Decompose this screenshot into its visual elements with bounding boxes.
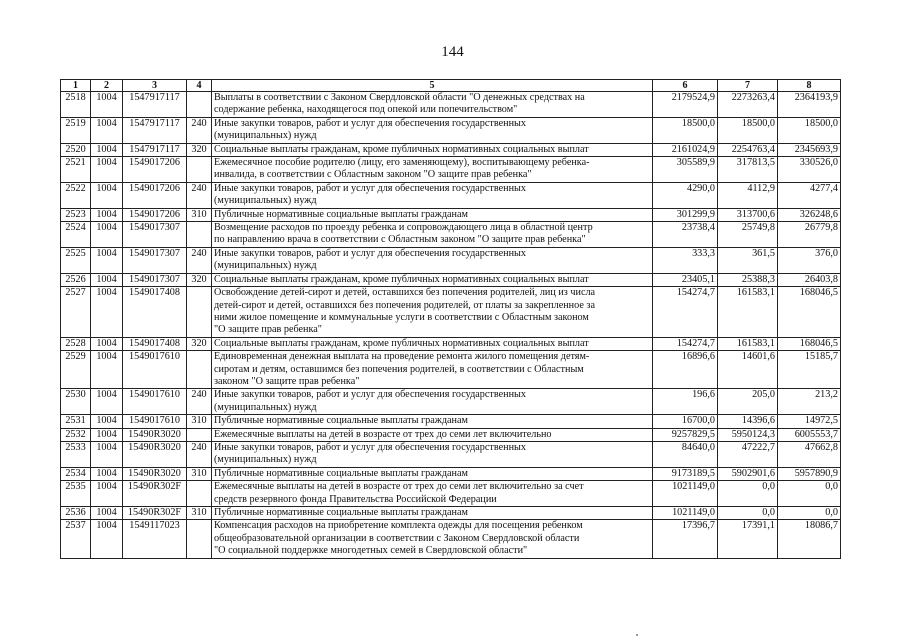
description-cell [212, 351, 653, 389]
amount-col6-cell: 154274,7 [653, 287, 718, 338]
table-row [61, 273, 841, 286]
table-row [61, 481, 841, 507]
row-number-cell: 2537 [61, 520, 91, 558]
column-header: 8 [778, 80, 841, 92]
row-number-cell: 2519 [61, 117, 91, 143]
amount-col7-cell: 47222,7 [718, 441, 778, 467]
section-code-cell: 1004 [91, 389, 123, 415]
amount-col6-cell: 301299,9 [653, 208, 718, 221]
amount-col6-cell: 9173189,5 [653, 467, 718, 480]
description-line: (муниципальных) нужд [214, 260, 317, 272]
amount-col8-cell: 18500,0 [778, 117, 841, 143]
target-code-cell: 1549017610 [123, 351, 187, 389]
target-code-cell: 1547917117 [123, 117, 187, 143]
description-line: Иные закупки товаров, работ и услуг для обеспечения государственных [214, 441, 526, 453]
description-cell [212, 182, 653, 208]
description-cell [212, 428, 653, 441]
expense-type-cell [187, 222, 212, 248]
section-code-cell: 1004 [91, 208, 123, 221]
amount-col7-cell: 4112,9 [718, 182, 778, 208]
row-number-cell: 2520 [61, 143, 91, 156]
table-row [61, 389, 841, 415]
target-code-cell: 15490R3020 [123, 441, 187, 467]
table-row [61, 441, 841, 467]
description-line: Социальные выплаты гражданам, кроме публичных нормативных социальных выплат [214, 273, 589, 285]
expense-type-cell [187, 481, 212, 507]
amount-col6-cell: 23738,4 [653, 222, 718, 248]
description-line: Публичные нормативные социальные выплаты гражданам [214, 415, 468, 427]
table-row [61, 117, 841, 143]
amount-col6-cell: 16896,6 [653, 351, 718, 389]
description-line: Освобождение детей-сирот и детей, оставшихся без попечения родителей, лиц из числа [214, 287, 596, 299]
section-code-cell: 1004 [91, 182, 123, 208]
expense-type-cell: 240 [187, 441, 212, 467]
amount-col7-cell: 5902901,6 [718, 467, 778, 480]
amount-col8-cell: 14972,5 [778, 415, 841, 428]
expense-type-cell: 310 [187, 415, 212, 428]
target-code-cell: 1549017206 [123, 208, 187, 221]
amount-col7-cell: 0,0 [718, 481, 778, 507]
target-code-cell: 1549117023 [123, 520, 187, 558]
description-cell [212, 441, 653, 467]
row-number-cell: 2535 [61, 481, 91, 507]
table-row [61, 92, 841, 118]
description-line: Ежемесячные выплаты на детей в возрасте от трех до семи лет включительно [214, 428, 552, 440]
table-row [61, 351, 841, 389]
amount-col6-cell: 18500,0 [653, 117, 718, 143]
description-cell [212, 481, 653, 507]
description-line: Компенсация расходов на приобретение комплекта одежды для посещения ребенком [214, 520, 583, 532]
amount-col6-cell: 333,3 [653, 247, 718, 273]
row-number-cell: 2525 [61, 247, 91, 273]
expense-type-cell: 240 [187, 117, 212, 143]
row-number-cell: 2531 [61, 415, 91, 428]
description-line: инвалида, в соответствии с Областным законом "О защите прав ребенка" [214, 169, 532, 181]
amount-col8-cell: 2364193,9 [778, 92, 841, 118]
column-header: 2 [91, 80, 123, 92]
description-line: сиротам и детям, оставшимся без попечения родителей, в соответствии с Областным [214, 363, 584, 375]
amount-col8-cell: 26403,8 [778, 273, 841, 286]
section-code-cell: 1004 [91, 415, 123, 428]
description-cell [212, 117, 653, 143]
amount-col6-cell: 4290,0 [653, 182, 718, 208]
expense-type-cell [187, 157, 212, 183]
amount-col7-cell: 18500,0 [718, 117, 778, 143]
target-code-cell: 1547917117 [123, 143, 187, 156]
expense-type-cell: 320 [187, 337, 212, 350]
description-line: Возмещение расходов по проезду ребенка и сопровождающего лица в областной центр [214, 222, 593, 234]
amount-col7-cell: 5950124,3 [718, 428, 778, 441]
description-cell [212, 208, 653, 221]
amount-col6-cell: 196,6 [653, 389, 718, 415]
row-number-cell: 2530 [61, 389, 91, 415]
description-cell [212, 273, 653, 286]
amount-col8-cell: 26779,8 [778, 222, 841, 248]
amount-col7-cell: 161583,1 [718, 337, 778, 350]
target-code-cell: 1547917117 [123, 92, 187, 118]
description-line: ними жилое помещение и коммунальные услуги в соответствии с Областным законом [214, 311, 589, 323]
row-number-cell: 2534 [61, 467, 91, 480]
target-code-cell: 15490R3020 [123, 467, 187, 480]
amount-col6-cell: 1021149,0 [653, 507, 718, 520]
amount-col6-cell: 16700,0 [653, 415, 718, 428]
amount-col8-cell: 6005553,7 [778, 428, 841, 441]
description-line: Публичные нормативные социальные выплаты гражданам [214, 467, 468, 479]
amount-col8-cell: 168046,5 [778, 287, 841, 338]
description-line: средств резервного фонда Правительства Российской Федерации [214, 493, 497, 505]
amount-col7-cell: 205,0 [718, 389, 778, 415]
description-cell [212, 157, 653, 183]
expense-type-cell: 240 [187, 389, 212, 415]
target-code-cell: 15490R3020 [123, 428, 187, 441]
description-line: "О социальной поддержке многодетных семей в Свердловской области" [214, 545, 528, 557]
amount-col7-cell: 161583,1 [718, 287, 778, 338]
target-code-cell: 1549017307 [123, 273, 187, 286]
section-code-cell: 1004 [91, 481, 123, 507]
amount-col6-cell: 9257829,5 [653, 428, 718, 441]
description-line: по направлению врача в соответствии с Областным законом "О защите прав ребенка" [214, 234, 586, 246]
amount-col6-cell: 305589,9 [653, 157, 718, 183]
amount-col7-cell: 25388,3 [718, 273, 778, 286]
row-number-cell: 2532 [61, 428, 91, 441]
description-line: Иные закупки товаров, работ и услуг для обеспечения государственных [214, 182, 526, 194]
amount-col7-cell: 14396,6 [718, 415, 778, 428]
expense-type-cell [187, 92, 212, 118]
section-code-cell: 1004 [91, 351, 123, 389]
amount-col6-cell: 2161024,9 [653, 143, 718, 156]
description-cell [212, 337, 653, 350]
description-cell [212, 389, 653, 415]
amount-col6-cell: 154274,7 [653, 337, 718, 350]
row-number-cell: 2524 [61, 222, 91, 248]
description-line: Публичные нормативные социальные выплаты гражданам [214, 208, 468, 220]
expense-type-cell: 310 [187, 467, 212, 480]
description-line: (муниципальных) нужд [214, 130, 317, 142]
description-cell [212, 507, 653, 520]
amount-col7-cell: 14601,6 [718, 351, 778, 389]
table-row [61, 247, 841, 273]
amount-col8-cell: 15185,7 [778, 351, 841, 389]
description-line: Иные закупки товаров, работ и услуг для обеспечения государственных [214, 117, 526, 129]
expense-type-cell: 240 [187, 247, 212, 273]
amount-col8-cell: 330526,0 [778, 157, 841, 183]
target-code-cell: 1549017610 [123, 389, 187, 415]
table-row [61, 520, 841, 558]
amount-col8-cell: 2345693,9 [778, 143, 841, 156]
description-cell [212, 247, 653, 273]
row-number-cell: 2528 [61, 337, 91, 350]
expense-type-cell: 320 [187, 143, 212, 156]
description-line: законом "О защите прав ребенка" [214, 375, 360, 387]
description-line: общеобразовательной организации в соответствии с Законом Свердловской области [214, 532, 580, 544]
amount-col7-cell: 2254763,4 [718, 143, 778, 156]
description-line: Ежемесячное пособие родителю (лицу, его заменяющему), воспитывающему ребенка- [214, 157, 590, 169]
table-row [61, 337, 841, 350]
amount-col8-cell: 168046,5 [778, 337, 841, 350]
page-number: 144 [441, 44, 464, 60]
expense-type-cell: 240 [187, 182, 212, 208]
amount-col7-cell: 317813,5 [718, 157, 778, 183]
table-row [61, 143, 841, 156]
table-row [61, 182, 841, 208]
table-row [61, 222, 841, 248]
amount-col8-cell: 4277,4 [778, 182, 841, 208]
target-code-cell: 1549017610 [123, 415, 187, 428]
row-number-cell: 2536 [61, 507, 91, 520]
column-header: 1 [61, 80, 91, 92]
target-code-cell: 1549017307 [123, 247, 187, 273]
amount-col7-cell: 313700,6 [718, 208, 778, 221]
table-row [61, 467, 841, 480]
description-line: содержание ребенка, находящегося под опекой или попечительством" [214, 104, 518, 116]
amount-col8-cell: 0,0 [778, 507, 841, 520]
table-row [61, 208, 841, 221]
description-line: (муниципальных) нужд [214, 454, 317, 466]
description-line: Иные закупки товаров, работ и услуг для обеспечения государственных [214, 247, 526, 259]
target-code-cell: 1549017206 [123, 157, 187, 183]
target-code-cell: 1549017408 [123, 287, 187, 338]
section-code-cell: 1004 [91, 337, 123, 350]
section-code-cell: 1004 [91, 520, 123, 558]
description-line: Ежемесячные выплаты на детей в возрасте от трех до семи лет включительно за счет [214, 481, 584, 493]
description-line: Социальные выплаты гражданам, кроме публичных нормативных социальных выплат [214, 337, 589, 349]
description-cell [212, 222, 653, 248]
amount-col8-cell: 213,2 [778, 389, 841, 415]
column-header: 7 [718, 80, 778, 92]
amount-col6-cell: 1021149,0 [653, 481, 718, 507]
section-code-cell: 1004 [91, 222, 123, 248]
amount-col7-cell: 17391,1 [718, 520, 778, 558]
expense-type-cell: 310 [187, 507, 212, 520]
description-cell [212, 520, 653, 558]
description-line: детей-сирот и детей, оставшихся без попечения родителей, от платы за закрепленное за [214, 299, 595, 311]
row-number-cell: 2533 [61, 441, 91, 467]
section-code-cell: 1004 [91, 143, 123, 156]
row-number-cell: 2522 [61, 182, 91, 208]
section-code-cell: 1004 [91, 273, 123, 286]
amount-col6-cell: 84640,0 [653, 441, 718, 467]
section-code-cell: 1004 [91, 507, 123, 520]
target-code-cell: 15490R302F [123, 507, 187, 520]
amount-col6-cell: 2179524,9 [653, 92, 718, 118]
expense-type-cell: 320 [187, 273, 212, 286]
description-line: Выплаты в соответствии с Законом Свердловской области "О денежных средствах на [214, 92, 585, 103]
row-number-cell: 2523 [61, 208, 91, 221]
amount-col8-cell: 47662,8 [778, 441, 841, 467]
section-code-cell: 1004 [91, 92, 123, 118]
budget-table [60, 79, 841, 559]
table-row [61, 428, 841, 441]
description-cell [212, 143, 653, 156]
amount-col7-cell: 361,5 [718, 247, 778, 273]
amount-col6-cell: 23405,1 [653, 273, 718, 286]
amount-col8-cell: 376,0 [778, 247, 841, 273]
table-row [61, 507, 841, 520]
amount-col6-cell: 17396,7 [653, 520, 718, 558]
description-line: "О защите прав ребенка" [214, 324, 322, 336]
table-row [61, 287, 841, 338]
description-line: (муниципальных) нужд [214, 195, 317, 207]
section-code-cell: 1004 [91, 467, 123, 480]
description-line: Единовременная денежная выплата на проведение ремонта жилого помещения детям- [214, 351, 590, 363]
table-row [61, 415, 841, 428]
description-cell [212, 287, 653, 338]
section-code-cell: 1004 [91, 157, 123, 183]
description-line: (муниципальных) нужд [214, 401, 317, 413]
amount-col7-cell: 2273263,4 [718, 92, 778, 118]
description-line: Социальные выплаты гражданам, кроме публичных нормативных социальных выплат [214, 143, 589, 155]
table-row [61, 157, 841, 183]
description-line: Иные закупки товаров, работ и услуг для обеспечения государственных [214, 389, 526, 401]
section-code-cell: 1004 [91, 287, 123, 338]
amount-col8-cell: 0,0 [778, 481, 841, 507]
row-number-cell: 2521 [61, 157, 91, 183]
row-number-cell: 2518 [61, 92, 91, 118]
table-header-row [61, 80, 841, 92]
expense-type-cell [187, 428, 212, 441]
expense-type-cell [187, 351, 212, 389]
target-code-cell: 15490R302F [123, 481, 187, 507]
description-cell [212, 467, 653, 480]
amount-col8-cell: 326248,6 [778, 208, 841, 221]
row-number-cell: 2529 [61, 351, 91, 389]
amount-col8-cell: 5957890,9 [778, 467, 841, 480]
column-header: 3 [123, 80, 187, 92]
column-header: 4 [187, 80, 212, 92]
amount-col7-cell: 0,0 [718, 507, 778, 520]
description-line: Публичные нормативные социальные выплаты гражданам [214, 507, 468, 518]
description-cell [212, 415, 653, 428]
section-code-cell: 1004 [91, 441, 123, 467]
target-code-cell: 1549017408 [123, 337, 187, 350]
section-code-cell: 1004 [91, 117, 123, 143]
row-number-cell: 2526 [61, 273, 91, 286]
expense-type-cell: 310 [187, 208, 212, 221]
column-header: 5 [212, 80, 653, 92]
target-code-cell: 1549017206 [123, 182, 187, 208]
description-cell [212, 92, 653, 118]
amount-col8-cell: 18086,7 [778, 520, 841, 558]
section-code-cell: 1004 [91, 428, 123, 441]
amount-col7-cell: 25749,8 [718, 222, 778, 248]
scan-speck [636, 634, 638, 636]
expense-type-cell [187, 520, 212, 558]
column-header: 6 [653, 80, 718, 92]
section-code-cell: 1004 [91, 247, 123, 273]
row-number-cell: 2527 [61, 287, 91, 338]
expense-type-cell [187, 287, 212, 338]
target-code-cell: 1549017307 [123, 222, 187, 248]
